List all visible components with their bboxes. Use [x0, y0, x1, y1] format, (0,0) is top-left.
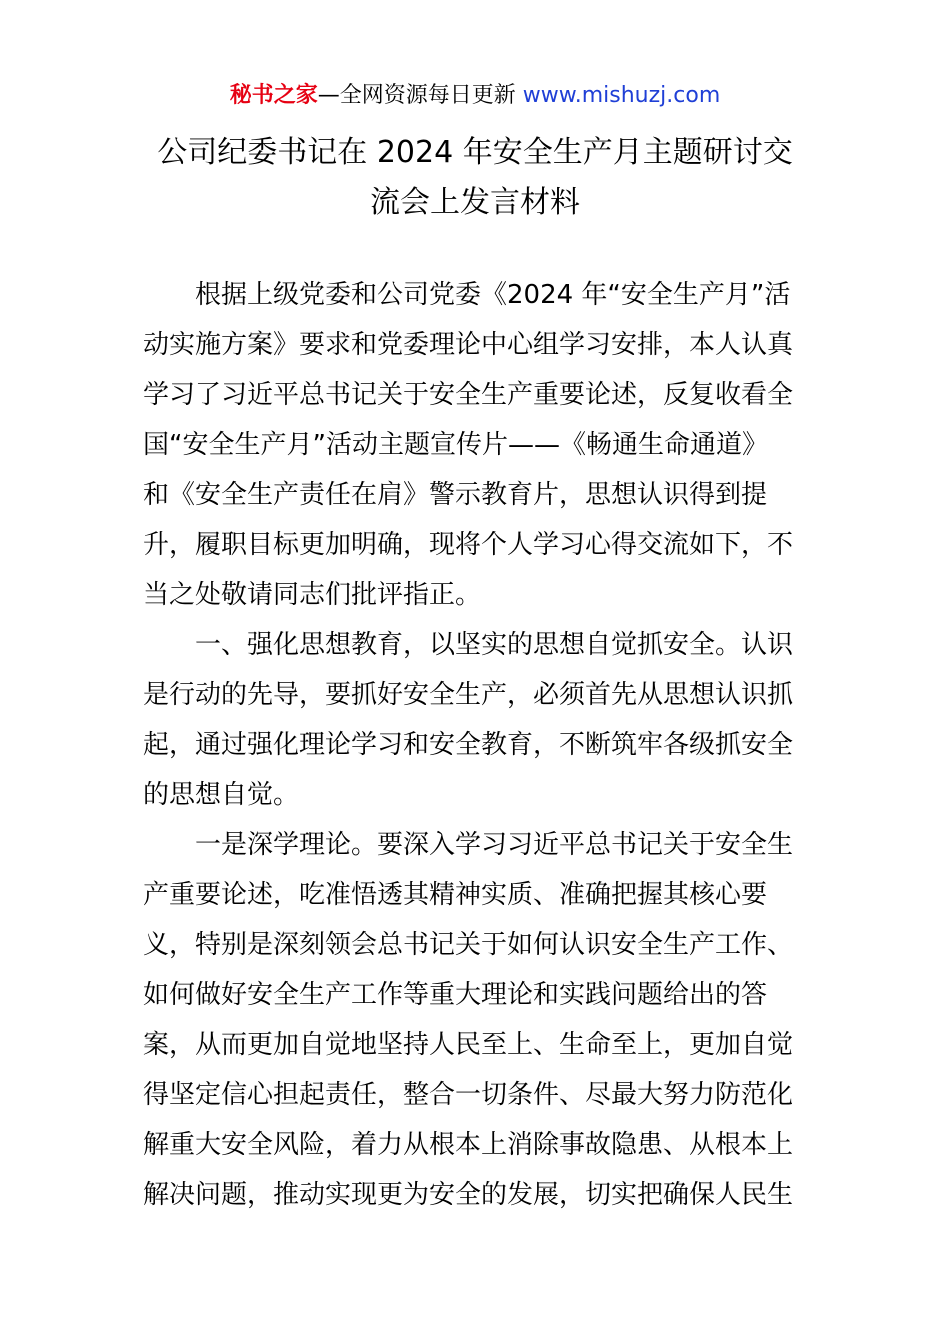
- body-line: 学习了习近平总书记关于安全生产重要论述，反复收看全: [143, 380, 794, 410]
- body-line: 产重要论述，吃准悟透其精神实质、准确把握其核心要: [143, 880, 768, 910]
- title-line: 公司纪委书记在 2024 年安全生产月主题研讨交: [157, 135, 793, 170]
- body-line: 升，履职目标更加明确，现将个人学习心得交流如下，不: [143, 530, 794, 560]
- site-url-link[interactable]: www.mishuzj.com: [522, 83, 721, 108]
- body-line: 动实施方案》要求和党委理论中心组学习安排，本人认真: [143, 330, 794, 360]
- body-line: 一是深学理论。要深入学习习近平总书记关于安全生: [195, 830, 794, 860]
- site-header: [0, 80, 950, 112]
- body-line: 如何做好安全生产工作等重大理论和实践问题给出的答: [143, 980, 768, 1010]
- body-line: 一、强化思想教育，以坚实的思想自觉抓安全。认识: [195, 630, 794, 660]
- title-line: 流会上发言材料: [370, 185, 580, 220]
- site-tagline: —全网资源每日更新: [317, 83, 523, 108]
- body-line: 是行动的先导，要抓好安全生产，必须首先从思想认识抓: [143, 680, 794, 710]
- body-line: 当之处敬请同志们批评指正。: [143, 580, 482, 610]
- body-line: 国“安全生产月”活动主题宣传片——《畅通生命通道》: [143, 430, 768, 460]
- body-line: 义，特别是深刻领会总书记关于如何认识安全生产工作、: [143, 930, 794, 960]
- body-line: 的思想自觉。: [143, 780, 300, 810]
- body-line: 案，从而更加自觉地坚持人民至上、生命至上，更加自觉: [143, 1030, 794, 1060]
- body-line: 起，通过强化理论学习和安全教育，不断筑牢各级抓安全: [143, 730, 794, 760]
- body-line: 解重大安全风险，着力从根本上消除事故隐患、从根本上: [143, 1130, 794, 1160]
- body-line: 得坚定信心担起责任，整合一切条件、尽最大努力防范化: [143, 1080, 794, 1110]
- document-body: [143, 270, 813, 1220]
- body-line: 解决问题，推动实现更为安全的发展，切实把确保人民生: [143, 1180, 794, 1210]
- body-line: 和《安全生产责任在肩》警示教育片，思想认识得到提: [143, 480, 768, 510]
- document-title: [140, 128, 810, 228]
- body-line: 根据上级党委和公司党委《2024 年“安全生产月”活: [195, 280, 791, 310]
- site-brand: 秘书之家: [229, 83, 318, 108]
